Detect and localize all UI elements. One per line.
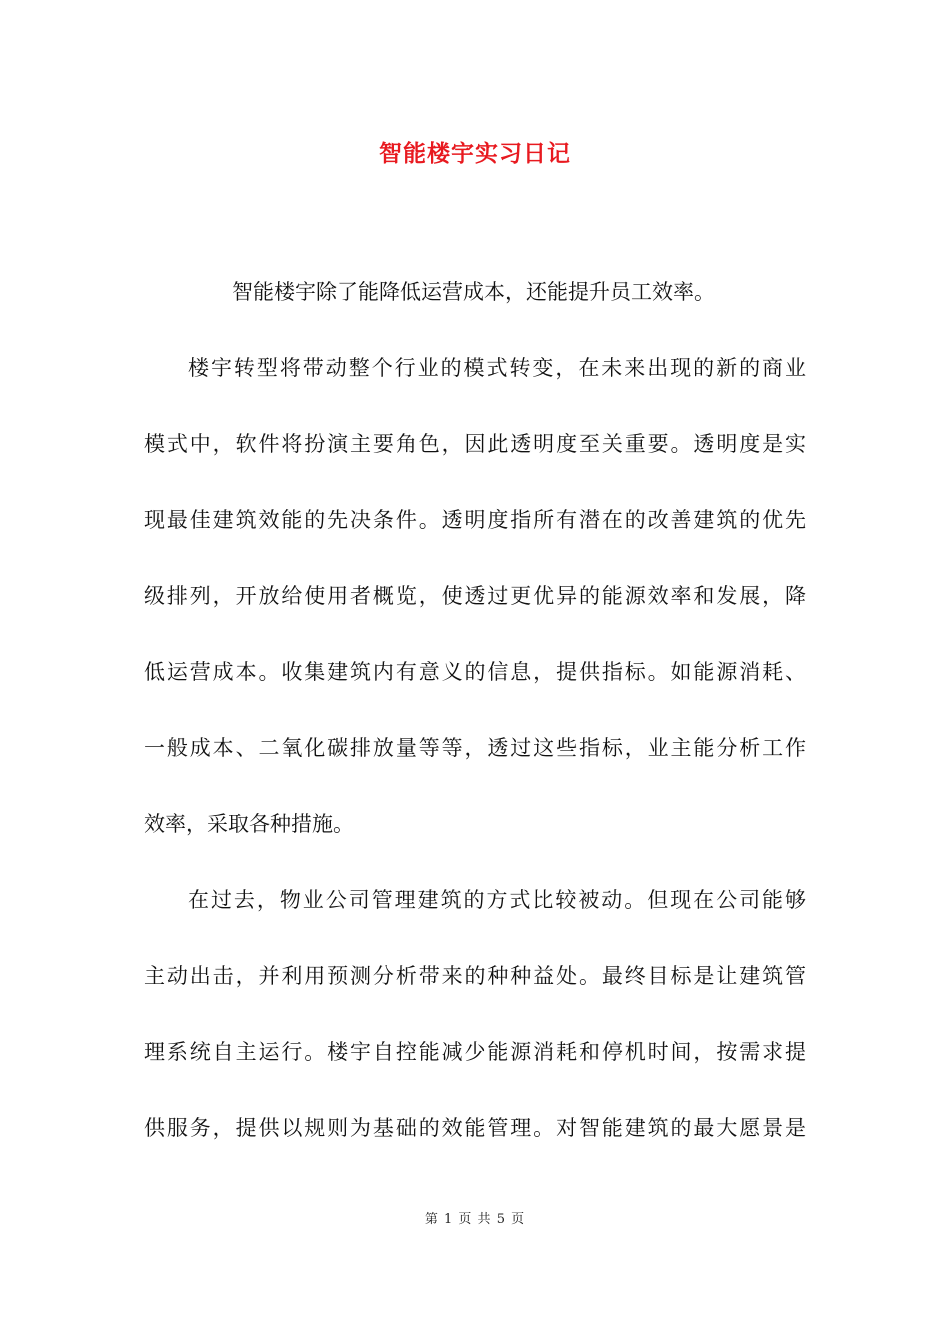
document-title: 智能楼宇实习日记	[379, 140, 571, 167]
document-body	[144, 270, 806, 1182]
paragraph-line: 楼宇转型将带动整个行业的模式转变，在未来出现的新的商业	[188, 356, 806, 380]
page-number-footer: 第 1 页 共 5 页	[424, 1212, 526, 1227]
paragraph-line: 在过去，物业公司管理建筑的方式比较被动。但现在公司能够	[188, 888, 806, 912]
paragraph-line: 主动出击，并利用预测分析带来的种种益处。最终目标是让建筑管	[144, 964, 806, 988]
paragraph-line: 低运营成本。收集建筑内有意义的信息，提供指标。如能源消耗、	[144, 660, 806, 684]
paragraph-line: 级排列，开放给使用者概览，使透过更优异的能源效率和发展，降	[144, 584, 806, 608]
paragraph-line: 供服务，提供以规则为基础的效能管理。对智能建筑的最大愿景是	[144, 1116, 806, 1140]
paragraph-line: 智能楼宇除了能降低运营成本，还能提升员工效率。	[232, 280, 715, 304]
paragraph-line: 模式中，软件将扮演主要角色，因此透明度至关重要。透明度是实	[144, 432, 806, 456]
paragraph-line: 一般成本、二氧化碳排放量等等，透过这些指标，业主能分析工作	[144, 736, 806, 760]
paragraph-line: 理系统自主运行。楼宇自控能减少能源消耗和停机时间，按需求提	[144, 1040, 806, 1064]
paragraph-line: 现最佳建筑效能的先决条件。透明度指所有潜在的改善建筑的优先	[144, 508, 806, 532]
paragraph-line: 效率，采取各种措施。	[144, 812, 354, 836]
